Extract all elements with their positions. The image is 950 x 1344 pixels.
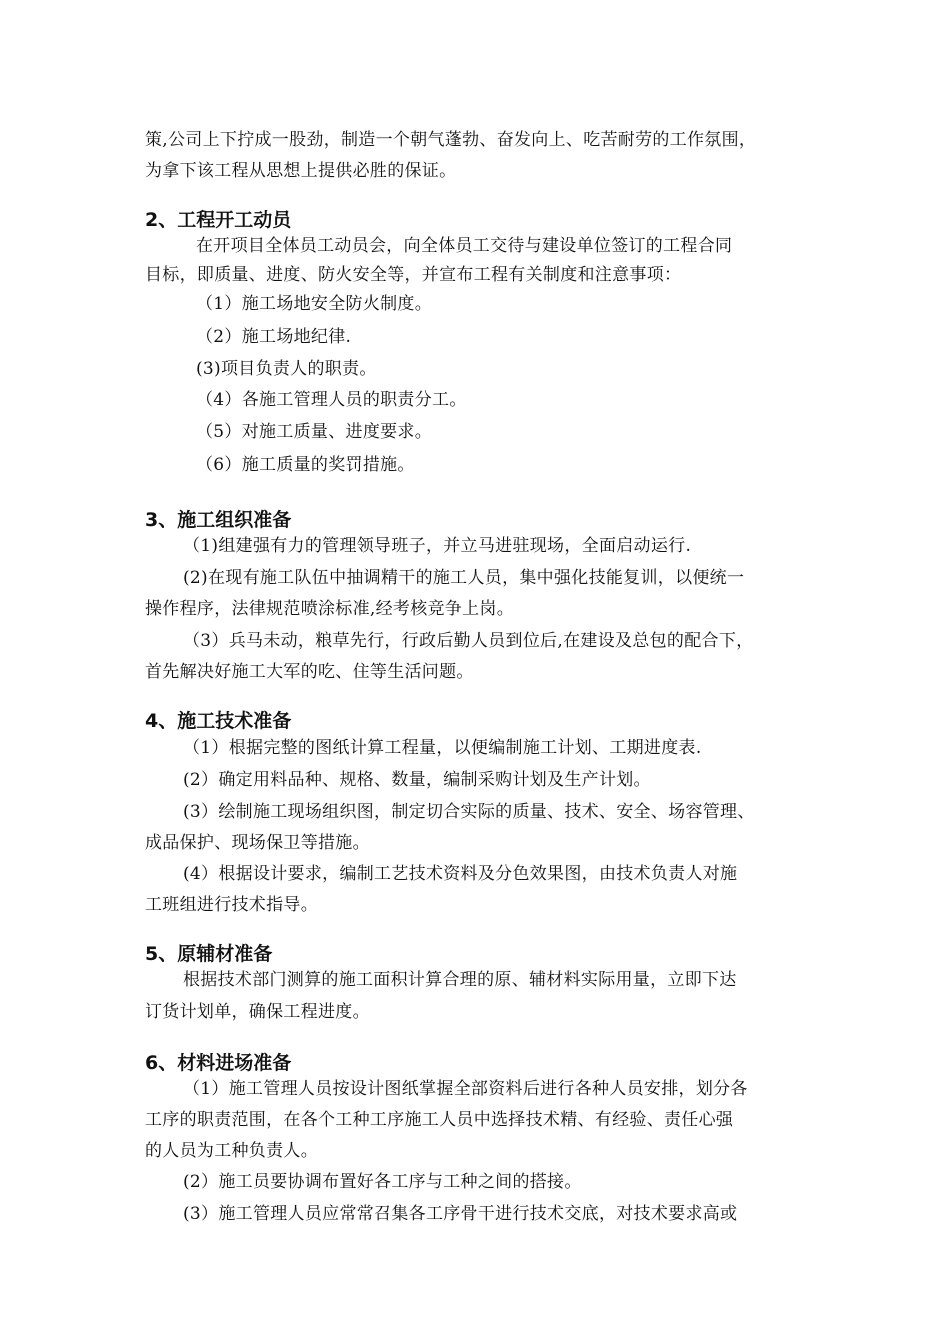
list-item: (3)项目负责人的职责。 bbox=[196, 359, 377, 379]
text-line: 订货计划单，确保工程进度。 bbox=[145, 1002, 370, 1022]
text-line: 在开项目全体员工动员会，向全体员工交待与建设单位签订的工程合同 bbox=[196, 236, 733, 256]
list-item: （2）施工场地纪律. bbox=[196, 327, 352, 347]
text-line: （1)组建强有力的管理领导班子，并立马进驻现场，全面启动运行. bbox=[183, 536, 692, 556]
section-heading: 3、施工组织准备 bbox=[145, 509, 292, 531]
text-line: 根据技术部门测算的施工面积计算合理的原、辅材料实际用量，立即下达 bbox=[183, 970, 737, 990]
text-line: 目标，即质量、进度、防火安全等，并宣布工程有关制度和注意事项： bbox=[145, 265, 682, 285]
list-item: （1）施工场地安全防火制度。 bbox=[196, 294, 433, 314]
text-line: (3）施工管理人员应常常召集各工序骨干进行技术交底，对技术要求高或 bbox=[183, 1204, 738, 1224]
text-line: (4）根据设计要求，编制工艺技术资料及分色效果图，由技术负责人对施 bbox=[183, 864, 738, 884]
text-line: 为拿下该工程从思想上提供必胜的保证。 bbox=[145, 161, 457, 181]
text-line: （1）根据完整的图纸计算工程量，以便编制施工计划、工期进度表. bbox=[183, 738, 702, 758]
text-line: (3）绘制施工现场组织图，制定切合实际的质量、技术、安全、场容管理、 bbox=[183, 802, 755, 822]
text-line: (2）确定用料品种、规格、数量，编制采购计划及生产计划。 bbox=[183, 770, 651, 790]
section-heading: 4、施工技术准备 bbox=[145, 710, 292, 732]
list-item: （5）对施工质量、进度要求。 bbox=[196, 422, 433, 442]
list-item: （4）各施工管理人员的职责分工。 bbox=[196, 390, 467, 410]
section-heading: 6、材料进场准备 bbox=[145, 1052, 292, 1074]
text-line: 策,公司上下拧成一股劲，制造一个朝气蓬勃、奋发向上、吃苦耐劳的工作氛围， bbox=[145, 130, 757, 150]
text-line: 操作程序，法律规范喷涂标准,经考核竞争上岗。 bbox=[145, 599, 515, 619]
text-line: 的人员为工种负责人。 bbox=[145, 1141, 318, 1161]
text-line: 工序的职责范围，在各个工种工序施工人员中选择技术精、有经验、责任心强 bbox=[145, 1110, 734, 1130]
section-heading: 5、原辅材准备 bbox=[145, 943, 273, 965]
text-line: (2）施工员要协调布置好各工序与工种之间的搭接。 bbox=[183, 1172, 582, 1192]
text-line: 成品保护、现场保卫等措施。 bbox=[145, 833, 370, 853]
text-line: （1）施工管理人员按设计图纸掌握全部资料后进行各种人员安排，划分各 bbox=[183, 1079, 748, 1099]
section-heading: 2、工程开工动员 bbox=[145, 209, 292, 231]
text-line: 首先解决好施工大军的吃、住等生活问题。 bbox=[145, 662, 474, 682]
text-line: （3）兵马未动，粮草先行，行政后勤人员到位后,在建设及总包的配合下， bbox=[183, 631, 754, 651]
list-item: （6）施工质量的奖罚措施。 bbox=[196, 455, 415, 475]
text-line: (2)在现有施工队伍中抽调精干的施工人员，集中强化技能复训，以便统一 bbox=[183, 568, 745, 588]
text-line: 工班组进行技术指导。 bbox=[145, 895, 318, 915]
